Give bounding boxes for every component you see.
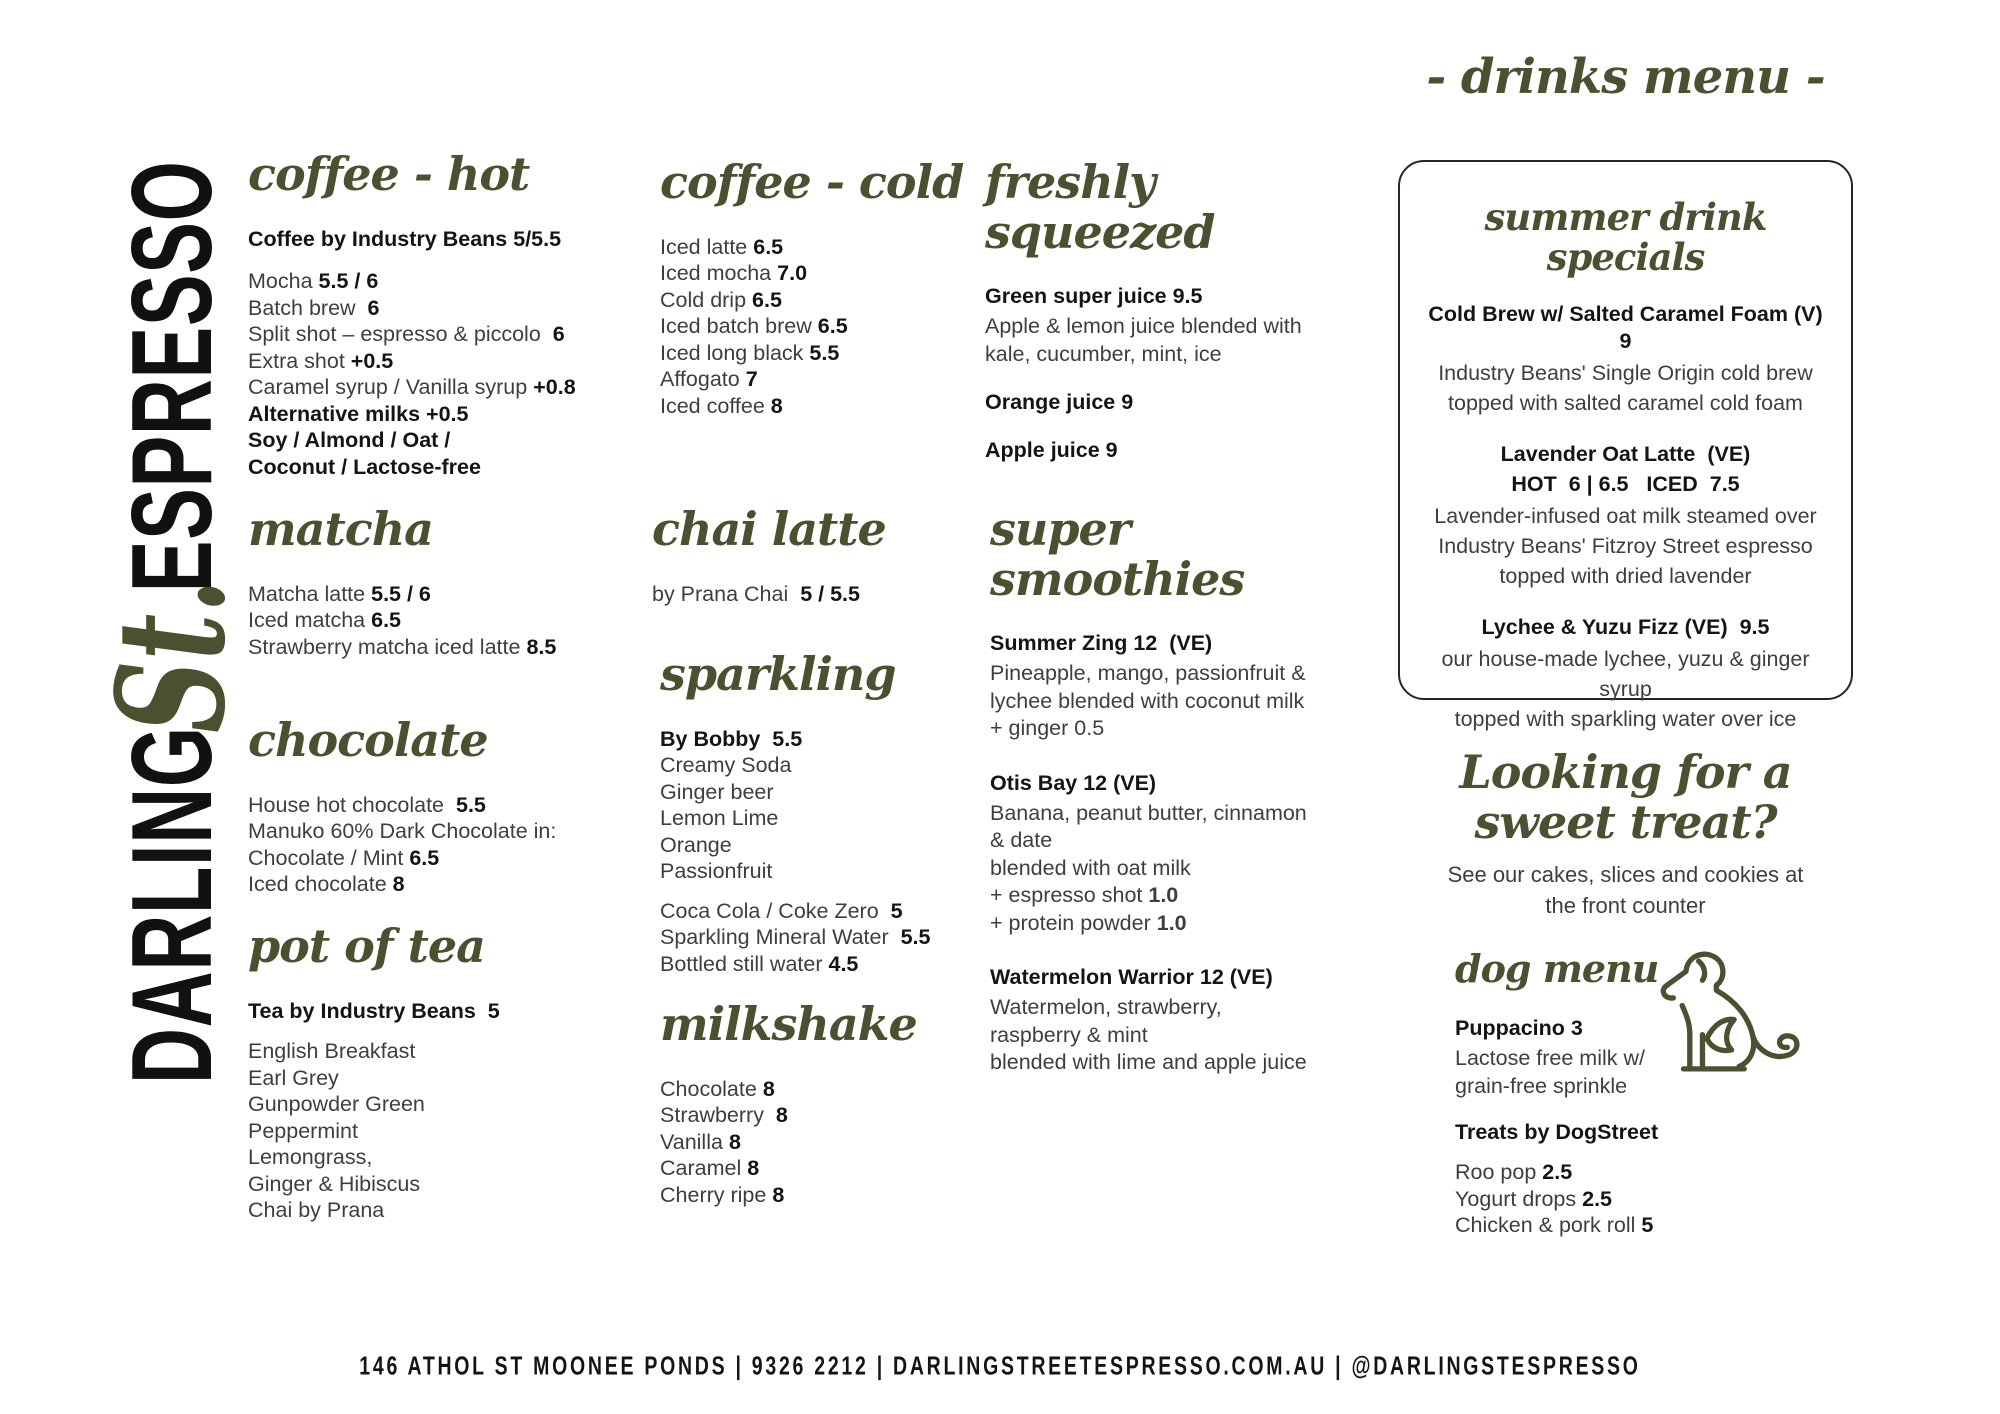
- entry-desc: Watermelon, strawberry,: [990, 995, 1222, 1020]
- entry-desc: & date: [990, 828, 1053, 853]
- entry-title: Puppacino 3: [1455, 1016, 1583, 1041]
- section-chocolate: [248, 713, 608, 898]
- summer-drink-specials-box: [1398, 160, 1853, 731]
- menu-item: Vanilla 8: [660, 1129, 741, 1154]
- milkshake-heading: milkshake: [660, 997, 917, 1051]
- section-matcha: [248, 502, 608, 660]
- entry-desc: + espresso shot 1.0: [990, 883, 1179, 908]
- entry-desc: raspberry & mint: [990, 1022, 1148, 1047]
- menu-item: by Prana Chai 5 / 5.5: [652, 581, 860, 606]
- section-sweet-treat: [1393, 745, 1858, 921]
- menu-item: Iced batch brew 6.5: [660, 314, 848, 339]
- menu-entry: [985, 389, 1345, 416]
- entry-desc: topped with dried lavender: [1499, 563, 1752, 588]
- entry-desc: our house-made lychee, yuzu & ginger syrup: [1441, 646, 1810, 701]
- menu-item: Iced coffee 8: [660, 393, 783, 418]
- entry-desc: grain-free sprinkle: [1455, 1073, 1628, 1098]
- menu-entry: [990, 964, 1360, 1077]
- entry-desc: + ginger 0.5: [990, 716, 1105, 741]
- menu-entry: [985, 437, 1345, 464]
- entry-title: Lychee & Yuzu Fizz (VE) 9.5: [1481, 614, 1770, 639]
- menu-item: Ginger & Hibiscus: [248, 1171, 421, 1196]
- menu-item: Coconut / Lactose-free: [248, 454, 481, 479]
- entry-desc: Pineapple, mango, passionfruit &: [990, 661, 1306, 686]
- menu-item: Iced matcha 6.5: [248, 608, 401, 633]
- entry-desc: Industry Beans' Fitzroy Street espresso: [1438, 533, 1813, 558]
- brand-logo-text: [84, 160, 258, 1084]
- entry-title: Watermelon Warrior 12 (VE): [990, 965, 1273, 990]
- entry-desc: blended with lime and apple juice: [990, 1050, 1307, 1075]
- menu-item: Split shot – espresso & piccolo 6: [248, 322, 565, 347]
- section-milkshake: [660, 997, 980, 1208]
- menu-entry: [985, 283, 1345, 368]
- sparkling-heading: sparkling: [660, 647, 896, 701]
- menu-item: Strawberry 8: [660, 1103, 788, 1128]
- menu-item: Gunpowder Green: [248, 1092, 425, 1117]
- menu-item: Iced chocolate 8: [248, 872, 405, 897]
- entry-title: Cold Brew w/ Salted Caramel Foam (V) 9: [1428, 301, 1835, 353]
- menu-item: Mocha 5.5 / 6: [248, 269, 379, 294]
- sweet-treat-text: See our cakes, slices and cookies at: [1447, 862, 1804, 888]
- sparkling-intro: By Bobby 5.5: [660, 726, 803, 751]
- section-coffee-cold: [660, 155, 980, 419]
- menu-item: Sparkling Mineral Water 5.5: [660, 925, 931, 950]
- menu-item: Lemongrass,: [248, 1145, 373, 1170]
- section-sparkling: [660, 647, 980, 977]
- brand-word-st: St.: [84, 578, 258, 733]
- menu-item: Iced latte 6.5: [660, 234, 784, 259]
- menu-item: Passionfruit: [660, 859, 773, 884]
- entry-desc: + protein powder 1.0: [990, 910, 1187, 935]
- coffee-hot-heading: coffee - hot: [248, 147, 530, 201]
- entry-title: Orange juice 9: [985, 390, 1134, 415]
- summer-specials-heading: summer drink specials: [1484, 195, 1767, 279]
- menu-item: Iced mocha 7.0: [660, 261, 808, 286]
- menu-item: Chai by Prana: [248, 1198, 385, 1223]
- menu-item: Iced long black 5.5: [660, 340, 840, 365]
- entry-desc: lychee blended with coconut milk: [990, 688, 1305, 713]
- menu-item: Soy / Almond / Oat /: [248, 428, 451, 453]
- entry-desc: Banana, peanut butter, cinnamon: [990, 800, 1307, 825]
- menu-item: Orange: [660, 832, 732, 857]
- dog-menu-heading: dog menu: [1455, 946, 1659, 991]
- section-freshly-squeezed: [985, 155, 1345, 485]
- menu-item: Chocolate / Mint 6.5: [248, 845, 440, 870]
- coffee-cold-heading: coffee - cold: [660, 155, 964, 209]
- entry-desc: kale, cucumber, mint, ice: [985, 341, 1222, 366]
- coffee-hot-intro: Coffee by Industry Beans 5/5.5: [248, 226, 562, 251]
- menu-item: Yogurt drops 2.5: [1455, 1186, 1613, 1211]
- menu-item: Earl Grey: [248, 1065, 339, 1090]
- dog-icon: [1648, 946, 1838, 1098]
- footer-contact-line: 146 ATHOL ST MOONEE PONDS | 9326 2212 | DARLINGSTREETESPRESSO.COM.AU | @DARLINGSTESPRESSO: [359, 1351, 1641, 1381]
- pot-of-tea-intro: Tea by Industry Beans 5: [248, 998, 500, 1023]
- menu-item: Cold drip 6.5: [660, 287, 782, 312]
- menu-item: Roo pop 2.5: [1455, 1160, 1573, 1185]
- menu-item: English Breakfast: [248, 1039, 416, 1064]
- section-pot-of-tea: [248, 919, 608, 1224]
- brand-word-darling: DARLING: [109, 726, 236, 1084]
- entry-title: Summer Zing 12 (VE): [990, 631, 1213, 656]
- menu-item: Matcha latte 5.5 / 6: [248, 581, 431, 606]
- menu-item: Ginger beer: [660, 779, 774, 804]
- chai-latte-heading: chai latte: [652, 502, 886, 556]
- menu-item: Bottled still water 4.5: [660, 951, 859, 976]
- entry-title: Otis Bay 12 (VE): [990, 770, 1157, 795]
- menu-item: Coca Cola / Coke Zero 5: [660, 898, 903, 923]
- entry-title: Apple juice 9: [985, 438, 1118, 463]
- menu-item: Chicken & pork roll 5: [1455, 1213, 1654, 1238]
- super-smoothies-heading: super smoothies: [990, 502, 1245, 606]
- section-coffee-hot: [248, 147, 608, 480]
- freshly-squeezed-heading: freshly squeezed: [985, 155, 1215, 259]
- menu-item: Manuko 60% Dark Chocolate in:: [248, 819, 557, 844]
- menu-item: Cherry ripe 8: [660, 1182, 785, 1207]
- menu-item: Chocolate 8: [660, 1076, 775, 1101]
- menu-item: Batch brew 6: [248, 295, 380, 320]
- menu-entry: [990, 630, 1360, 743]
- page-title: - drinks menu -: [1426, 49, 1825, 105]
- entry-prices: HOT 6 | 6.5 ICED 7.5: [1511, 471, 1740, 496]
- menu-item: Caramel syrup / Vanilla syrup +0.8: [248, 375, 576, 400]
- sweet-treat-text: the front counter: [1545, 893, 1706, 919]
- menu-item: Creamy Soda: [660, 753, 792, 778]
- menu-entry: [990, 770, 1360, 938]
- menu-item: House hot chocolate 5.5: [248, 792, 486, 817]
- entry-desc: Lavender-infused oat milk steamed over: [1434, 503, 1817, 528]
- entry-title: Lavender Oat Latte (VE): [1500, 441, 1751, 466]
- entry-desc: blended with oat milk: [990, 855, 1191, 880]
- entry-desc: Industry Beans' Single Origin cold brew: [1438, 360, 1813, 385]
- entry-title: Treats by DogStreet: [1455, 1120, 1659, 1145]
- brand-logo: [84, 0, 258, 1084]
- section-super-smoothies: [990, 502, 1360, 1104]
- chocolate-heading: chocolate: [248, 713, 488, 767]
- matcha-heading: matcha: [248, 502, 433, 556]
- sweet-treat-heading: Looking for a sweet treat?: [1459, 745, 1792, 849]
- sparkling-others: [660, 898, 980, 978]
- menu-item: Alternative milks +0.5: [248, 401, 469, 426]
- entry-desc: topped with salted caramel cold foam: [1448, 390, 1803, 415]
- menu-item: Affogato 7: [660, 367, 758, 392]
- entry-desc: Apple & lemon juice blended with: [985, 314, 1302, 339]
- menu-item: Extra shot +0.5: [248, 348, 394, 373]
- entry-desc: topped with sparkling water over ice: [1454, 706, 1797, 731]
- entry-desc: Lactose free milk w/: [1455, 1046, 1645, 1071]
- menu-item: Lemon Lime: [660, 806, 779, 831]
- menu-item: Caramel 8: [660, 1156, 760, 1181]
- menu-item: Peppermint: [248, 1118, 358, 1143]
- menu-item: Strawberry matcha iced latte 8.5: [248, 634, 557, 659]
- entry-title: Green super juice 9.5: [985, 284, 1203, 309]
- brand-word-espresso: ESPRESSO: [109, 160, 236, 593]
- pot-of-tea-heading: pot of tea: [248, 919, 485, 973]
- section-chai-latte: [652, 502, 972, 607]
